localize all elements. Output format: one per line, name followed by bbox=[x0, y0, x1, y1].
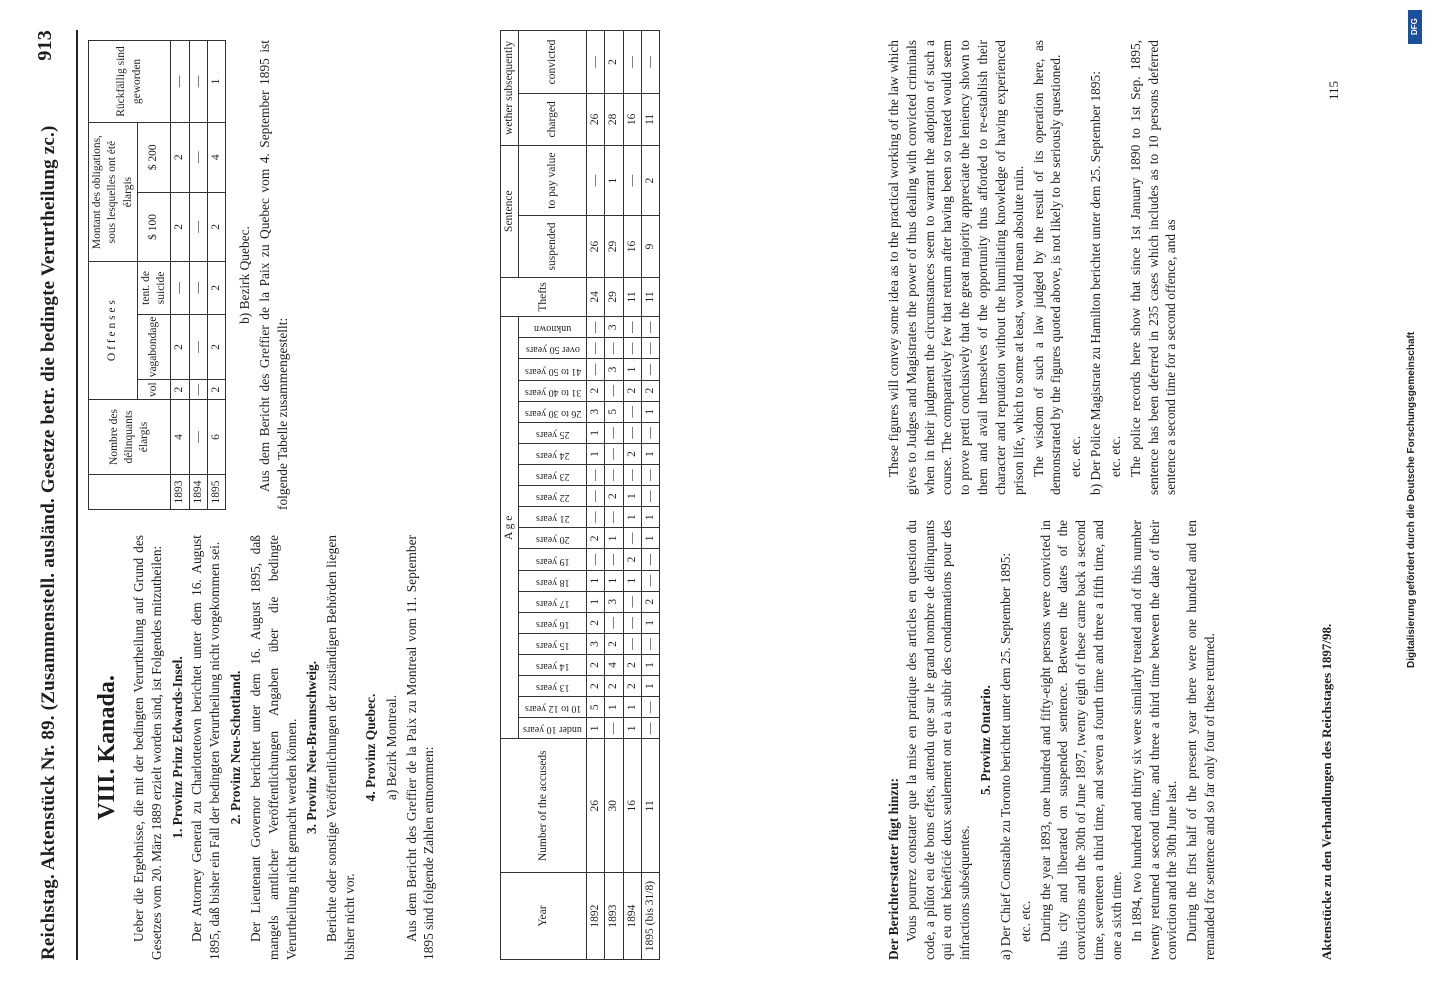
province-heading: 5. Provinz Ontario. bbox=[978, 685, 994, 795]
toronto-paragraph: During the first half of the present year there were one hundred and ten remanded for sentence and so far only four of these returned. bbox=[1184, 520, 1218, 960]
table-cell: 9 bbox=[642, 216, 660, 277]
table-cell: 2 bbox=[623, 380, 641, 401]
table-cell: 1892 bbox=[587, 873, 605, 960]
table-cell: — bbox=[623, 633, 641, 654]
th-age-col bbox=[519, 422, 587, 443]
table-cell: 2 bbox=[623, 676, 641, 697]
right-paragraph: These figures will convey some idea as to the practical working of the law which gives to Judges and Magistrates the power of thus dealing with convicted criminals when in their judgment the circumstances seem to warrant the adoption of such a course. The comparatively few that return after having been so treated would seem to prove pretti conclusively that the great majority appreciate the leniency shown to them and avail themselves of the opportunity thus afforded to re-establish their character and reputation without the humiliating knowledge of having experienced prison life, which to some at least, would mean absolute ruin. bbox=[886, 40, 1026, 495]
th-charged: charged bbox=[519, 93, 587, 145]
header-title: Reichstag. Aktenstück Nr. 89. (Zusammenstell. ausländ. Gesetze betr. die bedingte Verurtheilung zc.) bbox=[38, 125, 59, 960]
table-cell: — bbox=[587, 507, 605, 528]
table-cell: — bbox=[189, 41, 207, 123]
table-cell: 11 bbox=[623, 277, 641, 317]
table-cell: 28 bbox=[605, 93, 623, 145]
th-age-label: 15 years bbox=[535, 639, 570, 651]
dfg-side-strip bbox=[1406, 8, 1424, 992]
left-column bbox=[88, 535, 440, 960]
table-cell: — bbox=[587, 317, 605, 338]
table-cell: 5 bbox=[587, 697, 605, 718]
table-cell: 1 bbox=[623, 359, 641, 380]
table-cell: 1895 (bis 31/8) bbox=[642, 873, 660, 960]
table-cell: 29 bbox=[605, 216, 623, 277]
th-year: Year bbox=[501, 873, 587, 960]
province-paragraph: Der Lieutenant Governor berichtet unter dem 16. August 1895, daß mangels amtlicher Veröffentlichungen Angaben über die bedingte Verurtheilung nicht gemacht werden können. bbox=[247, 535, 299, 960]
table-cell: — bbox=[623, 401, 641, 422]
th-age: A g e bbox=[501, 317, 519, 739]
table-cell: 1 bbox=[623, 507, 641, 528]
th-age-col bbox=[519, 338, 587, 359]
table-cell: — bbox=[642, 422, 660, 443]
table-cell: 2 bbox=[207, 380, 225, 400]
table-cell: 1 bbox=[587, 591, 605, 612]
th-age-col bbox=[519, 380, 587, 401]
table-cell: — bbox=[605, 422, 623, 443]
table-cell: 1 bbox=[642, 507, 660, 528]
table-cell: — bbox=[189, 380, 207, 400]
table-cell: — bbox=[642, 465, 660, 486]
table-cell: — bbox=[623, 31, 641, 94]
table-cell: 1 bbox=[587, 443, 605, 464]
th-200: $ 200 bbox=[137, 122, 171, 192]
th-age-col bbox=[519, 528, 587, 549]
table-cell: — bbox=[642, 317, 660, 338]
table-cell: — bbox=[171, 41, 189, 123]
th-convicted: convicted bbox=[519, 31, 587, 94]
district-heading: b) Bezirk Quebec. bbox=[237, 226, 253, 324]
th-age-label: over 50 years bbox=[525, 344, 580, 356]
table-cell: — bbox=[642, 359, 660, 380]
th-age-col bbox=[519, 443, 587, 464]
table-cell: 1 bbox=[207, 41, 225, 123]
table-cell: 24 bbox=[587, 277, 605, 317]
table-cell: — bbox=[605, 612, 623, 633]
montreal-table bbox=[500, 30, 660, 960]
french-paragraph: Vous pourrez constater que la mise en pratique des articles en question du code, a plûtot eu de bons effets, attendu que sur le grand nombre de délinquants qui eu ont bénéficié deux seulement ont eu à subir des condamnations pour des infractions subséquentes. bbox=[903, 520, 973, 960]
table-cell: — bbox=[587, 549, 605, 570]
table-cell: 4 bbox=[207, 122, 225, 192]
province-paragraph: Der Attorney General zu Charlottetown berichtet unter dem 16. August 1895, daß bisher ein Fall der bedingten Verurtheilung nicht vorgekommen sei. bbox=[189, 535, 223, 960]
th-age-col bbox=[519, 549, 587, 570]
th-age-label: 14 years bbox=[535, 661, 570, 673]
table-cell: — bbox=[587, 145, 605, 216]
table-cell: — bbox=[623, 145, 641, 216]
table-cell: — bbox=[642, 570, 660, 591]
table-cell: — bbox=[605, 380, 623, 401]
rotated-page-content bbox=[0, 20, 1385, 980]
table-row bbox=[642, 31, 660, 960]
table-cell: — bbox=[623, 317, 641, 338]
table-cell: 2 bbox=[587, 528, 605, 549]
table-cell: 1895 bbox=[207, 475, 225, 510]
table-cell: 2 bbox=[642, 591, 660, 612]
th-vol: vol bbox=[137, 380, 171, 400]
th-age-label: 19 years bbox=[535, 555, 570, 567]
table-cell: — bbox=[605, 443, 623, 464]
table-cell: 2 bbox=[587, 654, 605, 675]
th-age-col bbox=[519, 359, 587, 380]
table-cell: 2 bbox=[605, 31, 623, 94]
table-cell: — bbox=[605, 465, 623, 486]
hamilton-paragraph: The police records here show that since 1st January 1890 to 1st Sep. 1895, sentence has been deferred in 235 cases which includes as to 10 persons deferred sentence a second time for a second offence, and as bbox=[1127, 40, 1179, 495]
th-suspended: suspended bbox=[519, 216, 587, 277]
th-wether: wether subsequently bbox=[501, 31, 519, 146]
running-header bbox=[30, 30, 70, 960]
th-age-label: 26 to 30 years bbox=[524, 407, 581, 419]
province-heading: 2. Provinz Neu-Schottland. bbox=[228, 670, 244, 825]
table-cell: 2 bbox=[171, 314, 189, 380]
table-cell: — bbox=[605, 507, 623, 528]
table-cell: — bbox=[605, 338, 623, 359]
table-cell: 2 bbox=[623, 443, 641, 464]
table-cell: 2 bbox=[642, 380, 660, 401]
th-age-col bbox=[519, 486, 587, 507]
toronto-heading: a) Der Chief Constable zu Toronto berichtet unter dem 25. September 1895: bbox=[997, 552, 1013, 960]
table-cell: — bbox=[189, 192, 207, 262]
table-cell: 1 bbox=[642, 654, 660, 675]
table-cell: 2 bbox=[207, 262, 225, 314]
th-age-col bbox=[519, 570, 587, 591]
table-cell: 26 bbox=[587, 216, 605, 277]
table-cell: 16 bbox=[623, 216, 641, 277]
th-age-label: 23 years bbox=[535, 471, 570, 483]
table-cell: 1 bbox=[642, 612, 660, 633]
th-age-col bbox=[519, 612, 587, 633]
table-cell: 30 bbox=[605, 739, 623, 873]
table-cell: — bbox=[642, 338, 660, 359]
table-cell: 2 bbox=[605, 486, 623, 507]
th-age-label: 31 to 40 years bbox=[524, 386, 581, 398]
table-cell: — bbox=[623, 465, 641, 486]
table-cell: 1 bbox=[642, 443, 660, 464]
th-age-col bbox=[519, 676, 587, 697]
table-row bbox=[207, 41, 225, 510]
table-cell: 2 bbox=[587, 612, 605, 633]
th-age-label: under 10 years bbox=[523, 724, 583, 736]
table-cell: 3 bbox=[605, 359, 623, 380]
table-cell: 2 bbox=[623, 654, 641, 675]
table-cell: — bbox=[642, 549, 660, 570]
etc-line: etc. etc. bbox=[1107, 435, 1123, 477]
lower-left-column bbox=[885, 520, 1221, 960]
table-cell: 1893 bbox=[171, 475, 189, 510]
table-cell: 1 bbox=[642, 528, 660, 549]
table-cell: 2 bbox=[207, 314, 225, 380]
district-paragraph: Aus dem Bericht des Greffier de la Paix zu Montreal vom 11. September 1895 sind folgende Zahlen entnommen: bbox=[403, 535, 437, 960]
province-heading: 1. Provinz Prinz Edwards-Insel. bbox=[169, 656, 185, 839]
province-heading: 4. Provinz Quebec. bbox=[362, 693, 378, 802]
table-cell: 1 bbox=[623, 697, 641, 718]
table-row bbox=[587, 31, 605, 960]
table-cell: 3 bbox=[605, 591, 623, 612]
table-cell: 1894 bbox=[623, 873, 641, 960]
dfg-logo: DFG bbox=[1408, 10, 1422, 44]
table-cell: 26 bbox=[587, 93, 605, 145]
header-rule bbox=[76, 30, 78, 960]
th-age-col bbox=[519, 633, 587, 654]
table-cell: — bbox=[623, 338, 641, 359]
th-montant: Montant des obligations, sous lesquelles ont été élargis bbox=[89, 122, 138, 261]
table-cell: 3 bbox=[587, 401, 605, 422]
table-cell: 16 bbox=[623, 93, 641, 145]
table-cell: 1 bbox=[605, 528, 623, 549]
table-cell: 2 bbox=[171, 192, 189, 262]
th-thefts: Thefts bbox=[501, 277, 587, 317]
table-cell: 2 bbox=[587, 380, 605, 401]
table-cell: 4 bbox=[605, 654, 623, 675]
page-number: 913 bbox=[34, 30, 56, 61]
table-cell: — bbox=[623, 591, 641, 612]
table-cell: 1 bbox=[642, 676, 660, 697]
table-cell: — bbox=[642, 633, 660, 654]
th-age-col bbox=[519, 718, 587, 739]
th-rueckfaellig: Rückfällig sind geworden bbox=[89, 41, 171, 123]
th-age-col bbox=[519, 654, 587, 675]
table-cell: 1 bbox=[605, 145, 623, 216]
th-age-label: 24 years bbox=[535, 450, 570, 461]
table-cell: — bbox=[587, 486, 605, 507]
table-cell: 2 bbox=[605, 676, 623, 697]
district-paragraph: Aus dem Bericht des Greffier de la Paix zu Quebec vom 4. September 1895 ist folgende Tabelle zusammengestellt: bbox=[257, 40, 290, 510]
table-cell: 6 bbox=[207, 400, 225, 475]
th-age-label: 22 years bbox=[535, 492, 570, 504]
table-cell: — bbox=[171, 262, 189, 314]
th-age-label: 20 years bbox=[535, 534, 570, 546]
table-cell: 2 bbox=[605, 633, 623, 654]
table-cell: 2 bbox=[642, 145, 660, 216]
th-age-col bbox=[519, 465, 587, 486]
table-cell: — bbox=[189, 262, 207, 314]
th-to-pay: to pay value bbox=[519, 145, 587, 216]
th-age-col bbox=[519, 317, 587, 338]
th-age-col bbox=[519, 507, 587, 528]
table-cell: — bbox=[587, 359, 605, 380]
reporter-line: Der Berichterstatter fügt hinzu: bbox=[886, 777, 901, 960]
table-cell: 2 bbox=[623, 549, 641, 570]
table-cell: 5 bbox=[605, 401, 623, 422]
table-cell: — bbox=[623, 422, 641, 443]
table-cell: 2 bbox=[587, 676, 605, 697]
th-age-label: 17 years bbox=[535, 597, 570, 609]
th-age-col bbox=[519, 401, 587, 422]
table-cell: 1 bbox=[605, 697, 623, 718]
th-age-col bbox=[519, 697, 587, 718]
table-cell: 29 bbox=[605, 277, 623, 317]
table-cell: 1 bbox=[587, 718, 605, 739]
hamilton-heading: b) Der Police Magistrate zu Hamilton berichtet unter dem 25. September 1895: bbox=[1088, 71, 1104, 495]
table-cell: 11 bbox=[642, 277, 660, 317]
table-cell: 11 bbox=[642, 739, 660, 873]
table-cell: — bbox=[587, 465, 605, 486]
th-nombre: Nombre des délinquants élargis bbox=[89, 400, 171, 475]
table-cell: — bbox=[189, 122, 207, 192]
th-100: $ 100 bbox=[137, 192, 171, 262]
table-cell: 1894 bbox=[189, 475, 207, 510]
table-cell: 1 bbox=[623, 570, 641, 591]
table-cell: 1 bbox=[623, 718, 641, 739]
table-cell: 2 bbox=[171, 122, 189, 192]
th-age-label: 41 to 50 years bbox=[524, 365, 581, 377]
th-age-label: 18 years bbox=[535, 576, 570, 588]
th-age-col bbox=[519, 591, 587, 612]
table-row bbox=[171, 41, 189, 510]
toronto-paragraph: In 1894, two hundred and thirty six were similarly treated and of this number twenty returned a second time, and three a third time between the date of their conviction and the 30th June last. bbox=[1128, 520, 1180, 960]
table-cell: — bbox=[642, 486, 660, 507]
table-cell: — bbox=[642, 697, 660, 718]
th-age-label: 16 years bbox=[535, 618, 570, 630]
table-cell: 4 bbox=[171, 400, 189, 475]
table-cell: — bbox=[189, 400, 207, 475]
table-row bbox=[605, 31, 623, 960]
dfg-credit-text: Digitalisierung gefördert durch die Deutsche Forschungsgemeinschaft bbox=[1406, 331, 1417, 669]
table-cell: 2 bbox=[207, 192, 225, 262]
table-cell: — bbox=[623, 528, 641, 549]
table-row bbox=[623, 31, 641, 960]
montreal-table-wrap bbox=[500, 30, 660, 960]
table-cell: — bbox=[605, 718, 623, 739]
table-cell: 1 bbox=[623, 486, 641, 507]
th-age-label: 10 to 12 years bbox=[524, 703, 581, 715]
th-offenses: O f f e n s e s bbox=[89, 262, 138, 400]
table-cell: 1 bbox=[642, 401, 660, 422]
section-title: VIII. Kanada. bbox=[94, 675, 120, 820]
etc-line: etc. etc. bbox=[1017, 900, 1033, 942]
th-age-label: 21 years bbox=[535, 513, 570, 525]
table-cell: 3 bbox=[587, 633, 605, 654]
toronto-paragraph: During the year 1893, one hundred and fifty-eight persons were convicted in this city and liberated on suspended sentence. Between the dates of the convictions and the 30th of June 1897, twenty eigth of these came back a second time, seventeen a third time, and seven a fourth time and three a fifth time, and one a sixth time. bbox=[1037, 520, 1124, 960]
th-age-label: unknown bbox=[534, 323, 572, 335]
etc-line: etc. etc. bbox=[1068, 435, 1084, 477]
table-cell: 1 bbox=[605, 570, 623, 591]
footer-note: Aktenstücke zu den Verhandlungen des Reichstages 1897/98. bbox=[1319, 623, 1334, 960]
th-suicide: tent. de suicide bbox=[137, 262, 171, 314]
table-cell: 16 bbox=[623, 739, 641, 873]
province-heading: 3. Provinz Neu-Braunschweig. bbox=[304, 660, 320, 835]
table-cell: — bbox=[605, 549, 623, 570]
table-cell: — bbox=[587, 31, 605, 94]
th-number: Number of the accuseds bbox=[501, 739, 587, 873]
table-cell: 2 bbox=[171, 380, 189, 400]
th-sentence: Sentence bbox=[501, 145, 519, 277]
intro-paragraph: Ueber die Ergebnisse, die mit der bedingten Verurtheilung auf Grund des Gesetzes vom 20. März 1889 erzielt worden sind, ist Folgendes mitzutheilen: bbox=[130, 535, 164, 960]
table-cell: — bbox=[623, 612, 641, 633]
quebec-table bbox=[88, 40, 226, 510]
th-age-label: 25 years bbox=[535, 428, 570, 440]
table-cell: 26 bbox=[587, 739, 605, 873]
table-cell: 1893 bbox=[605, 873, 623, 960]
district-heading: a) Bezirk Montreal. bbox=[383, 694, 399, 801]
footer-sheet-number: 115 bbox=[1326, 80, 1341, 100]
right-paragraph: The wisdom of such a law judged by the result of its operation here, as demonstrated by the figures quoted above, is not likely to be seriously questioned. bbox=[1030, 40, 1064, 495]
province-paragraph: Berichte oder sonstige Veröffentlichungen der zuständigen Behörden liegen bisher nicht vor. bbox=[324, 535, 358, 960]
th-vagabondage: vagabondage bbox=[137, 314, 171, 380]
table-cell: — bbox=[587, 338, 605, 359]
table-cell: 1 bbox=[587, 570, 605, 591]
table-cell: 11 bbox=[642, 93, 660, 145]
right-column-upper bbox=[88, 40, 294, 510]
table-cell: — bbox=[642, 31, 660, 94]
table-cell: — bbox=[642, 718, 660, 739]
table-row bbox=[189, 41, 207, 510]
table-cell: 3 bbox=[605, 317, 623, 338]
table-cell: — bbox=[189, 314, 207, 380]
th-age-label: 13 years bbox=[535, 682, 570, 694]
table-cell: 1 bbox=[587, 422, 605, 443]
lower-right-column bbox=[885, 40, 1182, 495]
